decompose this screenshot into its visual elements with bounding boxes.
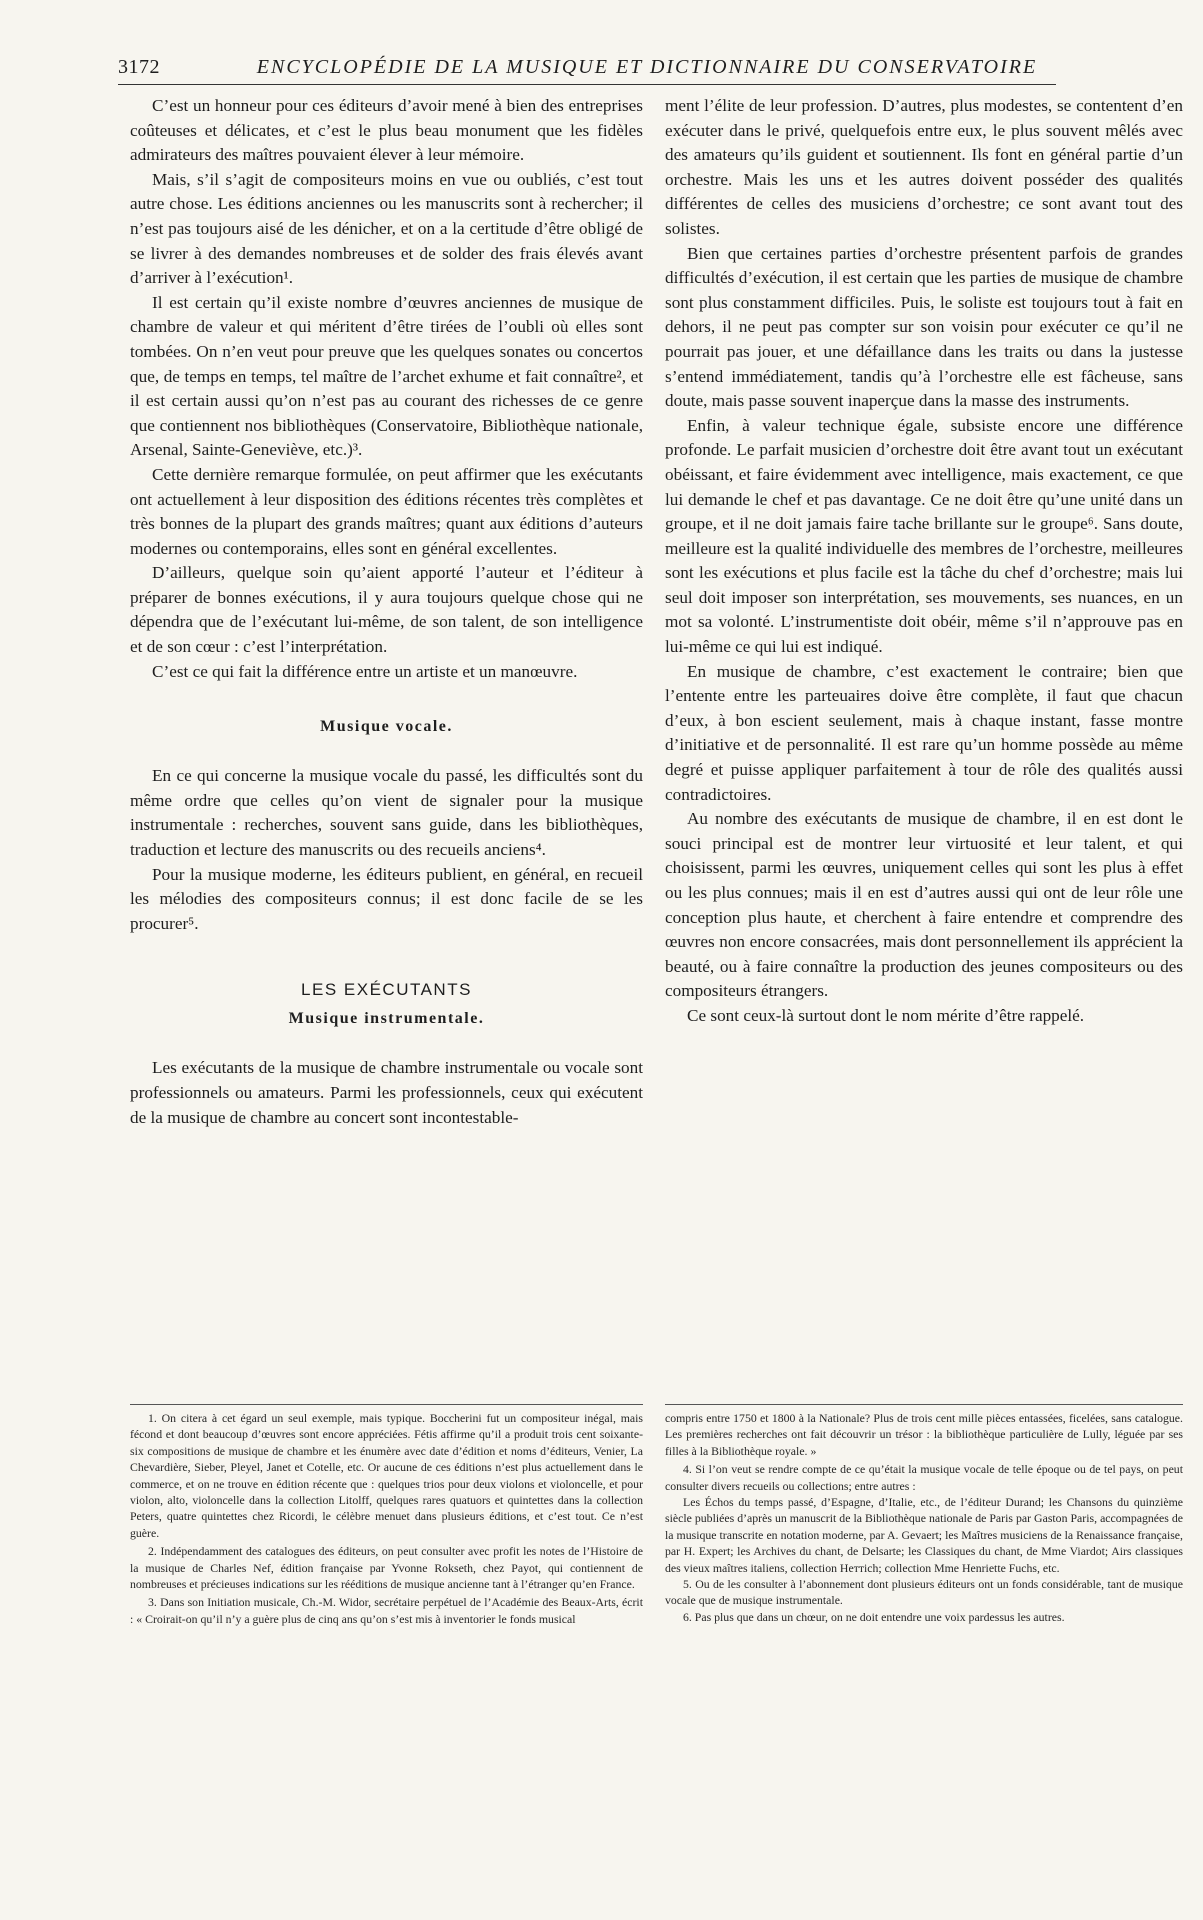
paragraph: Au nombre des exécutants de musique de chambre, il en est dont le souci principal est de montrer leur virtuosité et leur talent, et qui choisissent, parmi les œuvres, uniquement celles qui sont les plus à effet ou les plus connues; mais il en est d’autres aussi qui ont de leur rôle une conception plus haute, et cherchent à faire entendre et comprendre des œuvres non encore consacrées, mais dont personnellement ils apprécient la beauté, ou à faire connaître la production des jeunes compositeurs ou des compositeurs étrangers. (665, 809, 1183, 1001)
paragraph: Ce sont ceux-là surtout dont le nom mérite d’être rappelé. (687, 1005, 1085, 1025)
page-number: 3172 (118, 56, 160, 78)
footnote: 1. On citera à cet égard un seul exemple, mais typique. Boccherini fut un compositeur inégal, mais fécond et dont beaucoup d’œuvres sont encore appréciées. Fétis affirme qu’il a produit trois cent soixante-six compositions de musique de chambre et les énumère avec date d’édition et noms d’éditeurs, Venier, La Chevardière, Sieber, Pleyel, Janet et Cotelle, etc. Or aucune de ces éditions n’est plus actuellement dans le commerce, et on ne trouve en édition récente que : quelques trios pour deux violons et violoncelle, et pour violon, alto, violoncelle dans la collection Litolff, quelques rares quatuors et quintettes dans la collection Peters, quatre quintettes chez Ricordi, le célèbre menuet dans plusieurs éditions, et c’est tout. Ce n’est guère. (130, 1411, 643, 1540)
footnote: 2. Indépendamment des catalogues des éditeurs, on peut consulter avec profit les notes de l’Histoire de la musique de Charles Nef, édition française par Yvonne Rokseth, chez Payot, qui contiennent de nombreuses et précieuses indications sur les rééditions de musique ancienne tant à l’étranger qu’en France. (130, 1544, 643, 1592)
paragraph: C’est un honneur pour ces éditeurs d’avoir mené à bien des entreprises coûteuses et délicates, et c’est le plus beau monument que les fidèles admirateurs des maîtres pouvaient élever à leur mémoire. (130, 96, 643, 165)
footnote-rule-left (130, 1404, 643, 1405)
left-column (130, 94, 643, 1130)
paragraph: C’est ce qui fait la différence entre un artiste et un manœuvre. (152, 661, 578, 681)
footnote: Les Échos du temps passé, d’Espagne, d’Italie, etc., de l’éditeur Durand; les Chansons du quinzième siècle publiées d’après un manuscrit de la Bibliothèque nationale de Paris par Gaston Paris, accompagnées de la musique transcrite en notation moderne, par A. Gevaert; les Maîtres musiciens de la Renaissance française, par H. Expert; les Archives du chant, de Delsarte; les Classiques du chant, de Mme Viardot; Airs classiques des vieux maîtres italiens, collection Heттich; collection Mme Henriette Fuchs, etc. (665, 1495, 1183, 1575)
running-title: ENCYCLOPÉDIE DE LA MUSIQUE ET DICTIONNAIRE DU CONSERVATOIRE (256, 56, 1038, 78)
paragraph: Pour la musique moderne, les éditeurs publient, en général, en recueil les mélodies des compositeurs connus; il est donc facile de se les procurer⁵. (130, 864, 643, 933)
footnote-rule-right (665, 1404, 1183, 1405)
paragraph: Les exécutants de la musique de chambre instrumentale ou vocale sont professionnels ou amateurs. Parmi les professionnels, ceux qui exécutent de la musique de chambre au concert sont incontestable- (130, 1058, 643, 1127)
footnote: 4. Si l’on veut se rendre compte de ce qu’était la musique vocale de telle époque ou de tel pays, on peut consulter divers recueils ou collections; entre autres : (665, 1462, 1183, 1493)
footnote: 5. Ou de les consulter à l’abonnement dont plusieurs éditeurs ont un fonds considérable, tant de musique vocale que de musique instrumentale. (665, 1577, 1183, 1608)
page-header (118, 54, 1056, 85)
footnotes-left (130, 1410, 643, 1627)
paragraph: Mais, s’il s’agit de compositeurs moins en vue ou oubliés, c’est tout autre chose. Les éditions anciennes ou les manuscrits sont à rechercher; il n’est pas toujours aisé de les dénicher, et on a la certitude d’être obligé de se livrer à des demandes nombreuses et de solder des frais élevés avant d’arriver à l’exécution¹. (130, 169, 643, 288)
paragraph: D’ailleurs, quelque soin qu’aient apporté l’auteur et l’éditeur à préparer de bonnes exécutions, il y aura toujours quelque chose qui ne dépendra que de l’exécutant lui-même, de son talent, de son intelligence et de son cœur : c’est l’interprétation. (130, 563, 643, 657)
paragraph: ment l’élite de leur profession. D’autres, plus modestes, se contentent d’en exécuter dans le privé, quelquefois entre eux, le plus souvent mêlés avec des amateurs qu’ils guident et soutiennent. Ils font en général partie d’un orchestre. Mais les uns et les autres doivent posséder des qualités différentes de celles des musiciens d’orchestre; ce sont avant tout des solistes. (665, 96, 1183, 238)
paragraph: Bien que certaines parties d’orchestre présentent parfois de grandes difficultés d’exécution, il est certain que les parties de musique de chambre sont plus constamment difficiles. Puis, le soliste est toujours tout à fait en dehors, il ne peut pas compter sur son voisin pour exécuter ce qu’il ne pourrait pas jouer, et une défaillance dans les traits ou dans la justesse s’entend immédiatement, tandis qu’à l’orchestre elle est fâcheuse, sans doute, mais passe souvent inaperçue dans la masse des instruments. (665, 243, 1183, 411)
footnote: compris entre 1750 et 1800 à la Nationale? Plus de trois cent mille pièces entassées, ficelées, sans catalogue. Les premières recherches ont fait découvrir un trésor : la bibliothèque particulière de Lully, léguée par ses filles à la Bibliothèque royale. » (665, 1411, 1183, 1458)
footnote: 3. Dans son Initiation musicale, Ch.-M. Widor, secrétaire perpétuel de l’Académie des Beaux-Arts, écrit : « Croirait-on qu’il n’y a guère plus de cinq ans qu’on s’est mis à inventorier le fonds musical (130, 1595, 643, 1626)
paragraph: Enfin, à valeur technique égale, subsiste encore une différence profonde. Le parfait musicien d’orchestre doit être avant tout un exécutant obéissant, et faire évidemment avec intelligence, mais exactement, ce que lui demande le chef et pas davantage. Ce ne doit être qu’une unité dans un groupe, et il ne doit jamais faire tache brillante sur le groupe⁶. Sans doute, meilleure est la qualité individuelle des membres de l’orchestre, meilleures sont les exécutions et plus facile est la tâche du chef d’orchestre; mais lui seul doit imposer son interprétation, ses mouvements, ses nuances, en un mot sa volonté. L’instrumentiste doit obéir, même s’il n’approuve pas en lui-même ce qui lui est indiqué. (665, 415, 1183, 657)
right-column (665, 94, 1183, 1029)
section-heading-instrumentale: Musique instrumentale. (288, 1010, 485, 1028)
footnotes-right (665, 1410, 1183, 1625)
paragraph: Cette dernière remarque formulée, on peut affirmer que les exécutants ont actuellement à leur disposition des éditions récentes très complètes et très bonnes de la plupart des grands maîtres; quant aux éditions d’auteurs modernes ou contemporains, elles sont en général excellentes. (130, 464, 643, 558)
paragraph: En musique de chambre, c’est exactement le contraire; bien que l’entente entre les parteuaires doive être complète, il faut que chacun d’eux, à bon escient seulement, mais à chaque instant, fasse montre d’initiative et de personnalité. Il est rare qu’un homme possède au même degré et puisse appliquer parfaitement à tour de rôle des qualités aussi contradictoires. (665, 661, 1183, 804)
paragraph: Il est certain qu’il existe nombre d’œuvres anciennes de musique de chambre de valeur et qui méritent d’être tirées de l’oubli où elles sont tombées. On n’en veut pour preuve que les quelques sonates ou concertos que, de temps en temps, tel maître de l’archet exhume et fait connaître², et il est certain aussi qu’on n’est pas au courant des richesses de ce genre que contiennent nos bibliothèques (Conservatoire, Bibliothèque nationale, Arsenal, Sainte-Geneviève, etc.)³. (130, 292, 643, 460)
chapter-heading-executants: LES EXÉCUTANTS (301, 980, 472, 1000)
paragraph: En ce qui concerne la musique vocale du passé, les difficultés sont du même ordre que celles qu’on vient de signaler pour la musique instrumentale : recherches, souvent sans guide, dans les bibliothèques, traduction et lecture des manuscrits ou des recueils anciens⁴. (130, 766, 643, 860)
footnote: 6. Pas plus que dans un chœur, on ne doit entendre une voix pardessus les autres. (683, 1609, 1065, 1624)
section-heading-vocale: Musique vocale. (320, 718, 453, 736)
